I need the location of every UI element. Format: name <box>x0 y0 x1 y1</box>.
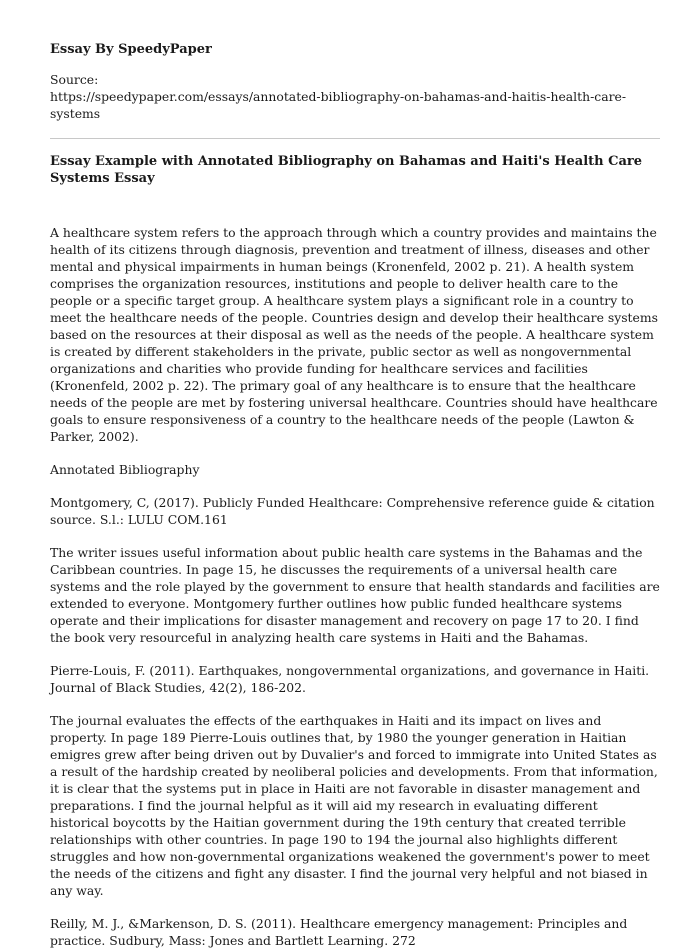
citation-pierre-louis: Pierre-Louis, F. (2011). Earthquakes, nongovernmental organizations, and governance in Haiti. Journal of Black Studies, 42(2), 186-202. <box>50 663 650 695</box>
essay-title: Essay Example with Annotated Bibliography on Bahamas and Haiti's Health Care Systems Essay <box>50 154 643 186</box>
annotation-pierre-louis: The journal evaluates the effects of the earthquakes in Haiti and its impact on lives and property. In page 189 Pierre-Louis outlines that, by 1980 the younger generation in Haitian emigres grew after being driven out by Duvalier's and forced to immigrate into United States as a result of the hardship created by neoliberal policies and developments. From that information, it is clear that the systems put in place in Haiti are not favorable in disaster management and preparations. I find the journal helpful as it will aid my research in evaluating different historical boycotts by the Haitian government during the 19th century that created terrible relationships with other countries. In page 190 to 194 the journal also highlights different struggles and how non-governmental organizations weakened the government's power to meet the needs of the citizens and fight any disaster. I find the journal very helpful and not biased in any way. <box>50 713 658 898</box>
citation-montgomery: Montgomery, C, (2017). Publicly Funded Healthcare: Comprehensive reference guide & citation source. S.l.: LULU COM.161 <box>50 495 655 527</box>
document-header-title: Essay By SpeedyPaper <box>50 42 212 57</box>
source-label: Source: <box>50 72 99 87</box>
annotation-montgomery: The writer issues useful information about public health care systems in the Bahamas and the Caribbean countries. In page 15, he discusses the requirements of a universal health care systems and the role played by the government to ensure that health standards and facilities are extended to everyone. Montgomery further outlines how public funded healthcare systems operate and their implications for disaster management and recovery on page 17 to 20. I find the book very resourceful in analyzing health care systems in Haiti and the Bahamas. <box>50 545 660 645</box>
bibliography-heading: Annotated Bibliography <box>50 462 200 477</box>
citation-reilly: Reilly, M. J., &Markenson, D. S. (2011). Healthcare emergency management: Principles and practice. Sudbury, Mass: Jones and Bartlett Learning. 272 <box>50 916 628 948</box>
header-divider <box>50 138 660 139</box>
intro-paragraph: A healthcare system refers to the approach through which a country provides and maintains the health of its citizens through diagnosis, prevention and treatment of illness, diseases and other mental and physical impairments in human beings (Kronenfeld, 2002 p. 21). A health system comprises the organization resources, institutions and people to deliver health care to the people or a specific target group. A healthcare system plays a significant role in a country to meet the healthcare needs of the people. Countries design and develop their healthcare systems based on the resources at their disposal as well as the needs of the people. A healthcare system is created by different stakeholders in the private, public sector as well as nongovernmental organizations and charities who provide funding for healthcare services and facilities (Kronenfeld, 2002 p. 22). The primary goal of any healthcare is to ensure that the healthcare needs of the people are met by fostering universal healthcare. Countries should have healthcare goals to ensure responsiveness of a country to the healthcare needs of the people (Lawton & Parker, 2002). <box>50 225 658 444</box>
source-url[interactable]: https://speedypaper.com/essays/annotated-bibliography-on-bahamas-and-haitis-health-care-systems <box>50 89 627 121</box>
